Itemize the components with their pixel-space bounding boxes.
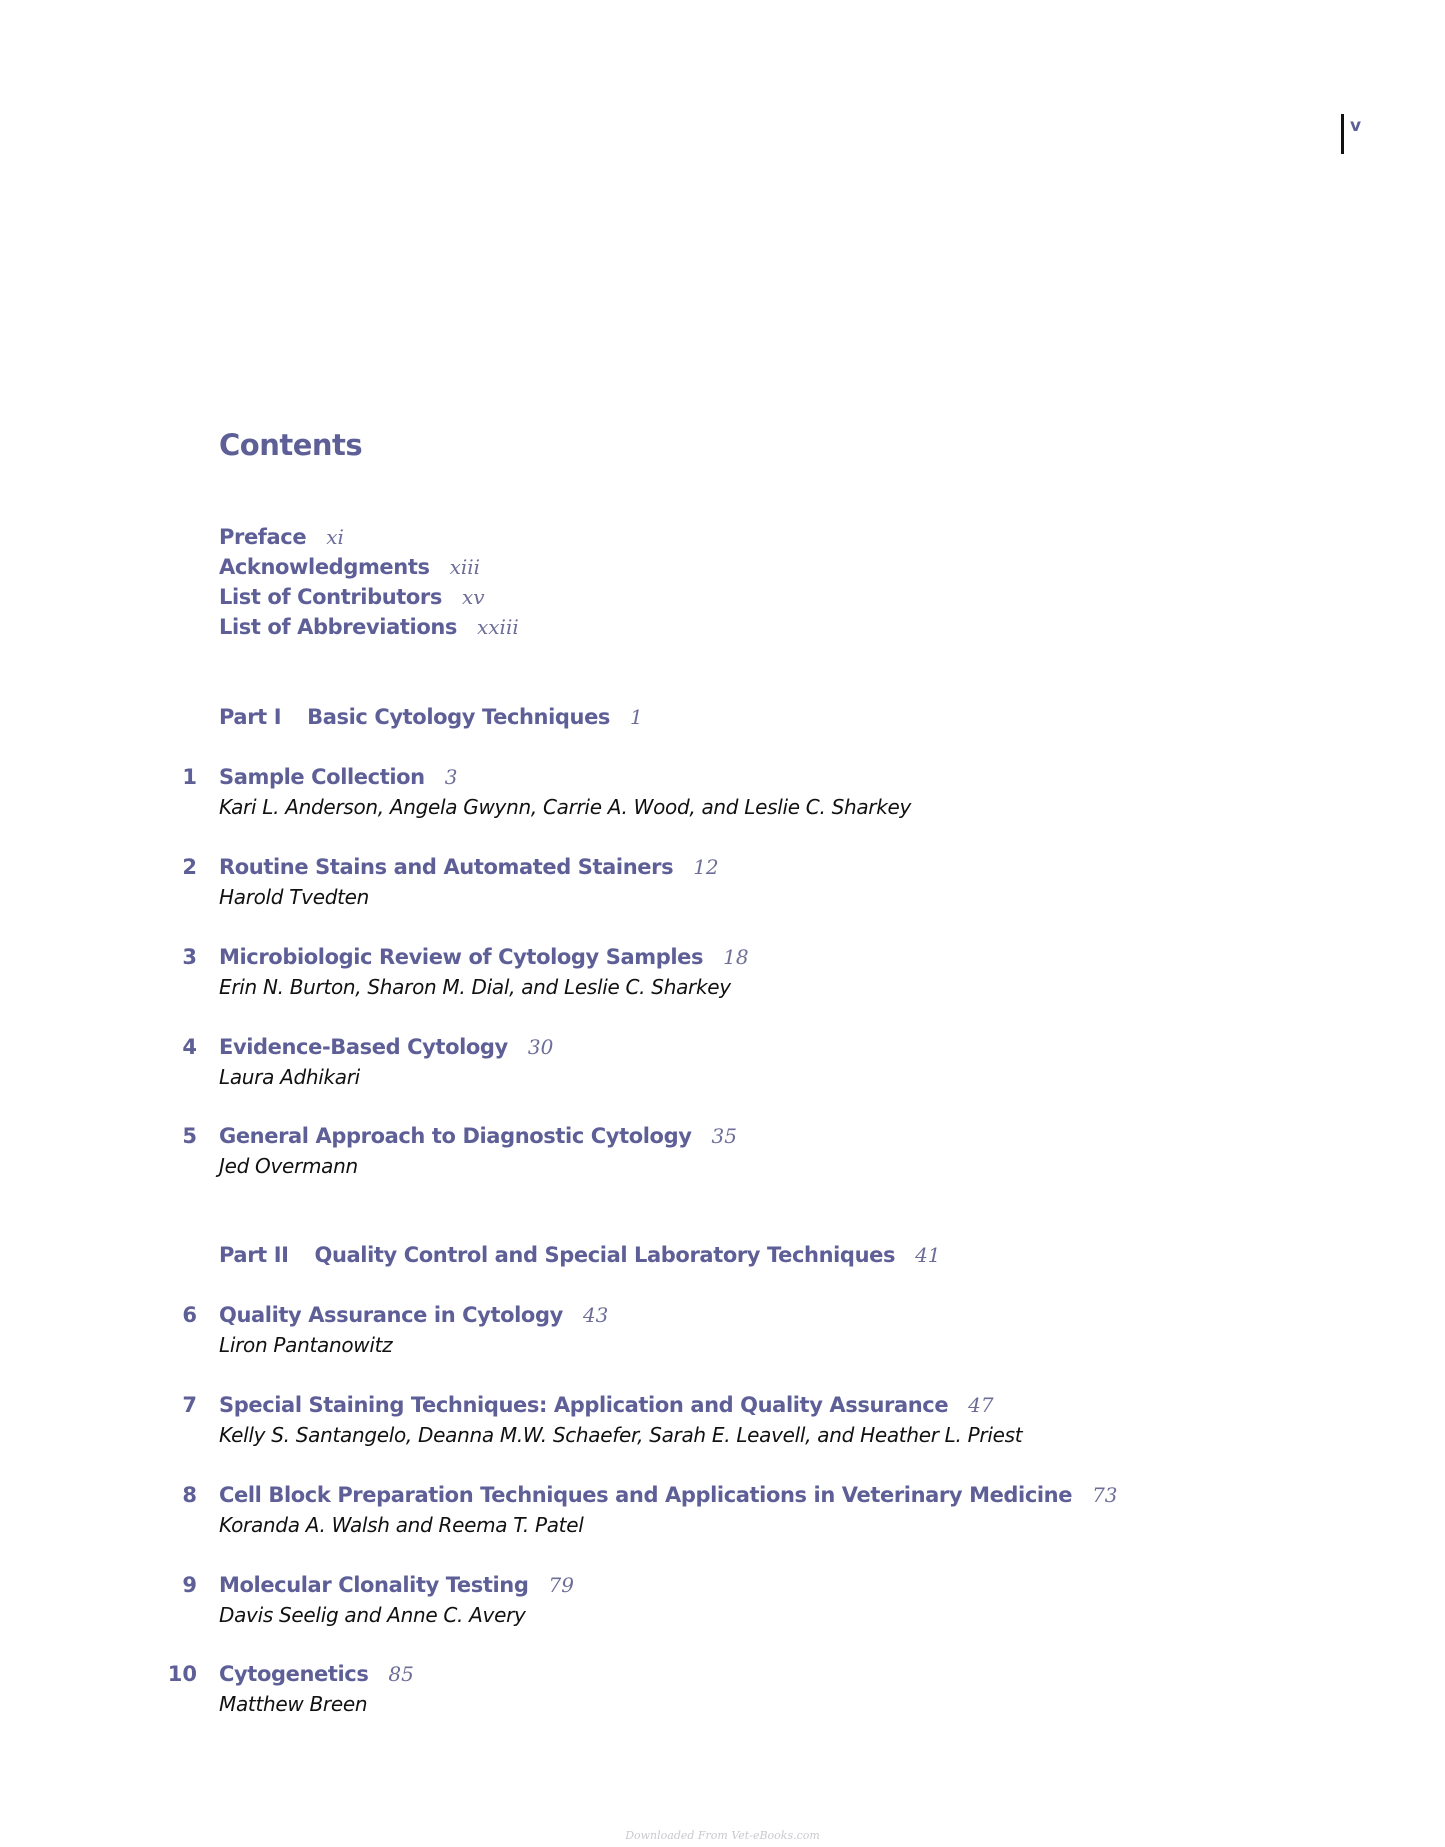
chapter-authors: Liron Pantanowitz [219,1333,393,1357]
chapter-number: 3 [182,945,197,969]
chapter-page: 18 [723,945,749,969]
chapter-entry[interactable] [150,942,1300,1002]
chapter-entry[interactable] [150,1659,1300,1719]
chapter-title: General Approach to Diagnostic Cytology [219,1124,692,1148]
front-matter-page: xxiii [477,615,519,639]
chapter-entry[interactable] [150,1121,1300,1181]
chapter-page: 35 [711,1124,737,1148]
chapter-page: 79 [548,1573,574,1597]
front-matter-title: Acknowledgments [219,555,430,579]
chapter-title: Molecular Clonality Testing [219,1573,529,1597]
front-matter-page: xv [462,585,485,609]
chapter-title: Sample Collection [219,765,425,789]
chapter-title: Quality Assurance in Cytology [219,1303,563,1327]
chapter-number: 1 [182,765,197,789]
chapter-authors: Jed Overmann [219,1154,358,1178]
chapter-title: Cell Block Preparation Techniques and Applications in Veterinary Medicine [219,1483,1073,1507]
chapter-authors: Davis Seelig and Anne C. Avery [219,1603,526,1627]
part-label: Part I [219,705,282,729]
front-matter-item-preface[interactable] [219,522,519,552]
chapter-authors: Harold Tvedten [219,885,370,909]
chapter-page: 43 [582,1303,609,1327]
chapter-authors: Koranda A. Walsh and Reema T. Patel [219,1513,584,1537]
chapter-title: Microbiologic Review of Cytology Samples [219,945,704,969]
chapter-number: 4 [182,1035,197,1059]
front-matter-title: Preface [219,525,307,549]
chapter-number: 5 [182,1124,197,1148]
chapter-number: 10 [167,1662,197,1686]
front-matter-page: xi [326,525,344,549]
chapter-authors: Erin N. Burton, Sharon M. Dial, and Leslie C. Sharkey [219,975,731,999]
chapter-title: Special Staining Techniques: Application and Quality Assurance [219,1393,949,1417]
part-page: 1 [630,705,643,729]
chapter-entry[interactable] [150,1390,1300,1450]
chapter-entry[interactable] [150,1480,1300,1540]
chapter-number: 2 [182,855,197,879]
front-matter-title: List of Abbreviations [219,615,457,639]
chapter-entry[interactable] [150,762,1300,822]
page-title: Contents [219,428,363,462]
part-title: Basic Cytology Techniques [307,705,611,729]
part-page: 41 [915,1243,941,1267]
part-heading-2[interactable] [219,1240,941,1270]
chapter-page: 30 [527,1035,554,1059]
front-matter-page: xiii [449,555,481,579]
header-rule [1341,114,1344,154]
part-title: Quality Control and Special Laboratory Techniques [314,1243,896,1267]
chapter-authors: Kelly S. Santangelo, Deanna M.W. Schaefer, Sarah E. Leavell, and Heather L. Priest [219,1423,1023,1447]
front-matter-item-abbreviations[interactable] [219,612,519,642]
front-matter-item-contributors[interactable] [219,582,519,612]
part-heading-1[interactable] [219,702,643,732]
chapter-authors: Kari L. Anderson, Angela Gwynn, Carrie A. Wood, and Leslie C. Sharkey [219,795,912,819]
page-number: v [1350,116,1362,136]
chapter-page: 47 [968,1393,994,1417]
front-matter-title: List of Contributors [219,585,442,609]
chapter-title: Routine Stains and Automated Stainers [219,855,674,879]
chapter-number: 6 [182,1303,197,1327]
chapter-entry[interactable] [150,1570,1300,1630]
footer-watermark: Downloaded From Vet-eBooks.com [625,1829,820,1842]
chapter-number: 7 [182,1393,197,1417]
chapter-page: 3 [444,765,458,789]
chapter-page: 85 [388,1662,414,1686]
chapter-entry[interactable] [150,1300,1300,1360]
chapter-authors: Matthew Breen [219,1692,368,1716]
chapter-page: 73 [1092,1483,1118,1507]
front-matter-item-acknowledgments[interactable] [219,552,519,582]
chapter-authors: Laura Adhikari [219,1065,360,1089]
part-label: Part II [219,1243,289,1267]
front-matter-list [219,522,519,642]
chapter-title: Cytogenetics [219,1662,369,1686]
chapter-entry[interactable] [150,1032,1300,1092]
chapter-title: Evidence-Based Cytology [219,1035,508,1059]
chapter-number: 8 [182,1483,197,1507]
chapter-number: 9 [182,1573,197,1597]
chapter-entry[interactable] [150,852,1300,912]
chapter-page: 12 [693,855,719,879]
